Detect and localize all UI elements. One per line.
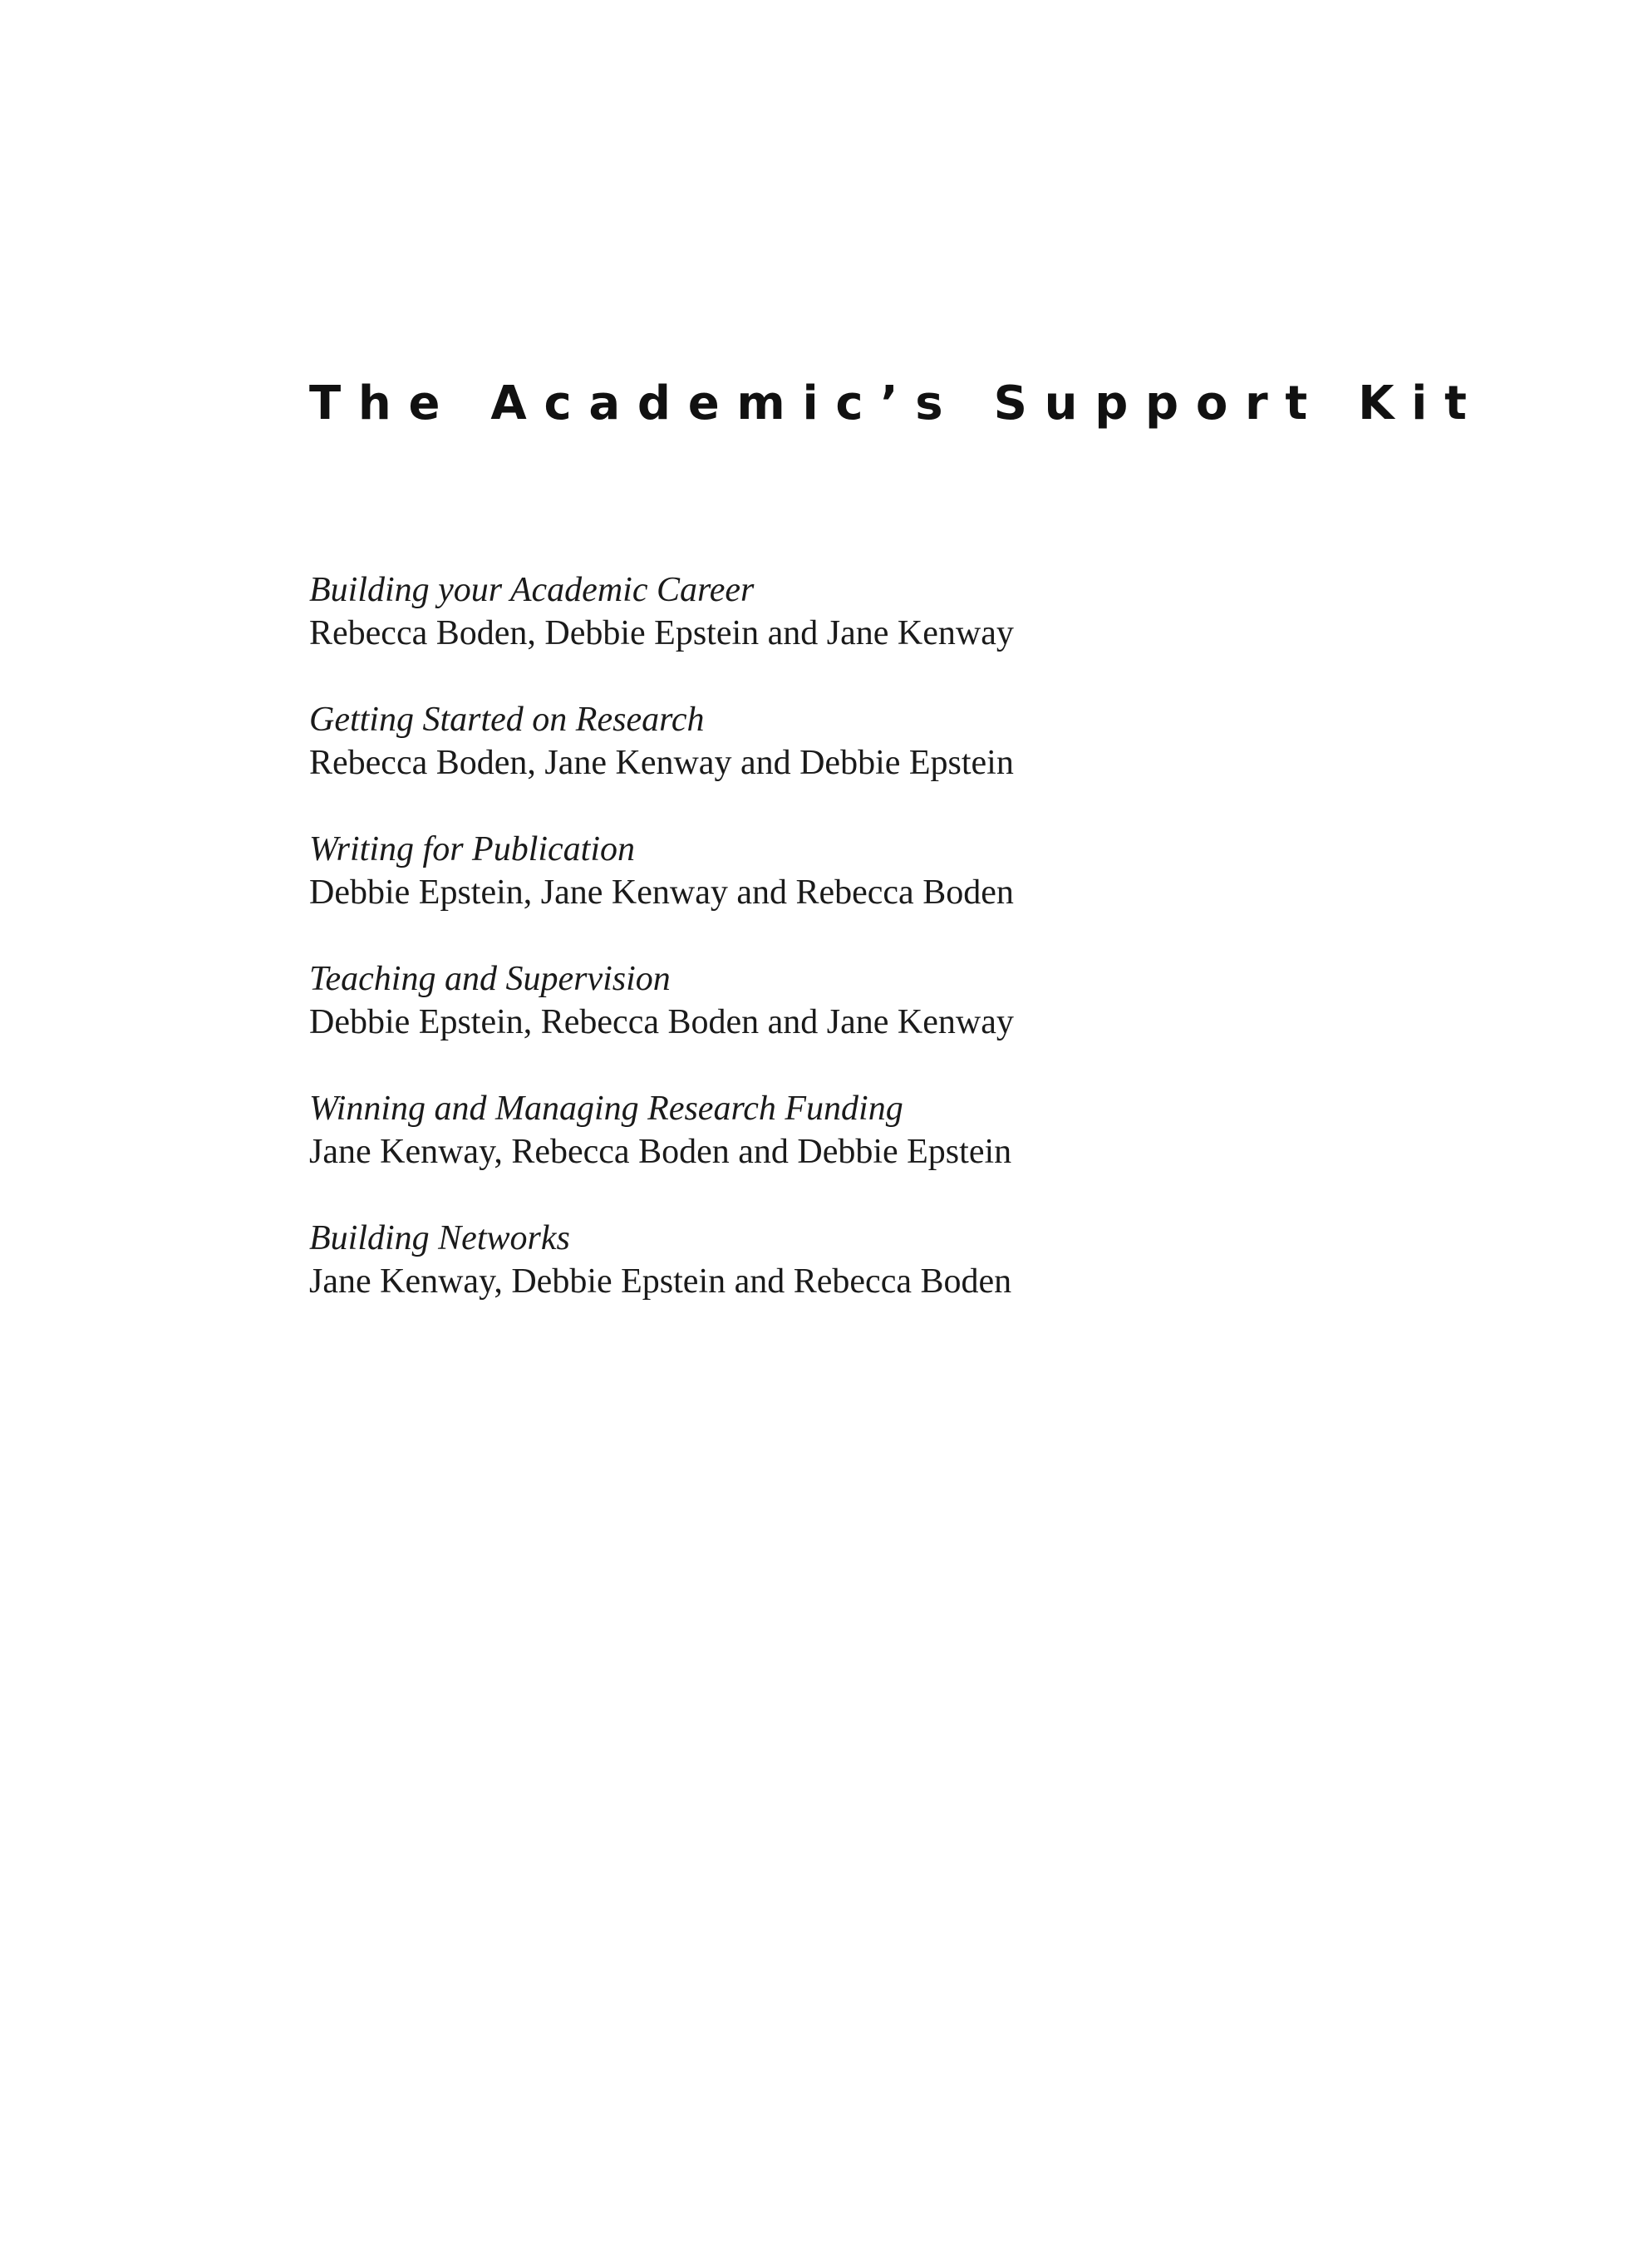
series-heading: The Academic’s Support Kit xyxy=(309,376,1484,430)
book-title: Getting Started on Research xyxy=(309,701,705,739)
book-authors: Jane Kenway, Debbie Epstein and Rebecca Boden xyxy=(309,1262,1012,1301)
book-authors: Rebecca Boden, Debbie Epstein and Jane Kenway xyxy=(309,614,1014,652)
book-entry-building-networks xyxy=(309,1217,1473,1303)
book-authors: Debbie Epstein, Rebecca Boden and Jane Kenway xyxy=(309,1003,1014,1041)
book-entry-teaching-and-supervision xyxy=(309,957,1473,1044)
book-entry-writing-for-publication xyxy=(309,828,1473,914)
book-entry-getting-started-research xyxy=(309,698,1473,785)
book-entry-research-funding xyxy=(309,1087,1473,1173)
book-title: Winning and Managing Research Funding xyxy=(309,1090,903,1128)
book-authors: Jane Kenway, Rebecca Boden and Debbie Epstein xyxy=(309,1133,1012,1171)
book-title: Writing for Publication xyxy=(309,830,636,868)
book-authors: Debbie Epstein, Jane Kenway and Rebecca Boden xyxy=(309,873,1014,912)
book-list xyxy=(309,568,1473,1346)
book-authors: Rebecca Boden, Jane Kenway and Debbie Epstein xyxy=(309,744,1014,782)
book-title: Building Networks xyxy=(309,1219,570,1257)
book-title: Teaching and Supervision xyxy=(309,960,671,998)
book-title: Building your Academic Career xyxy=(309,571,755,609)
book-entry-building-academic-career xyxy=(309,568,1473,655)
